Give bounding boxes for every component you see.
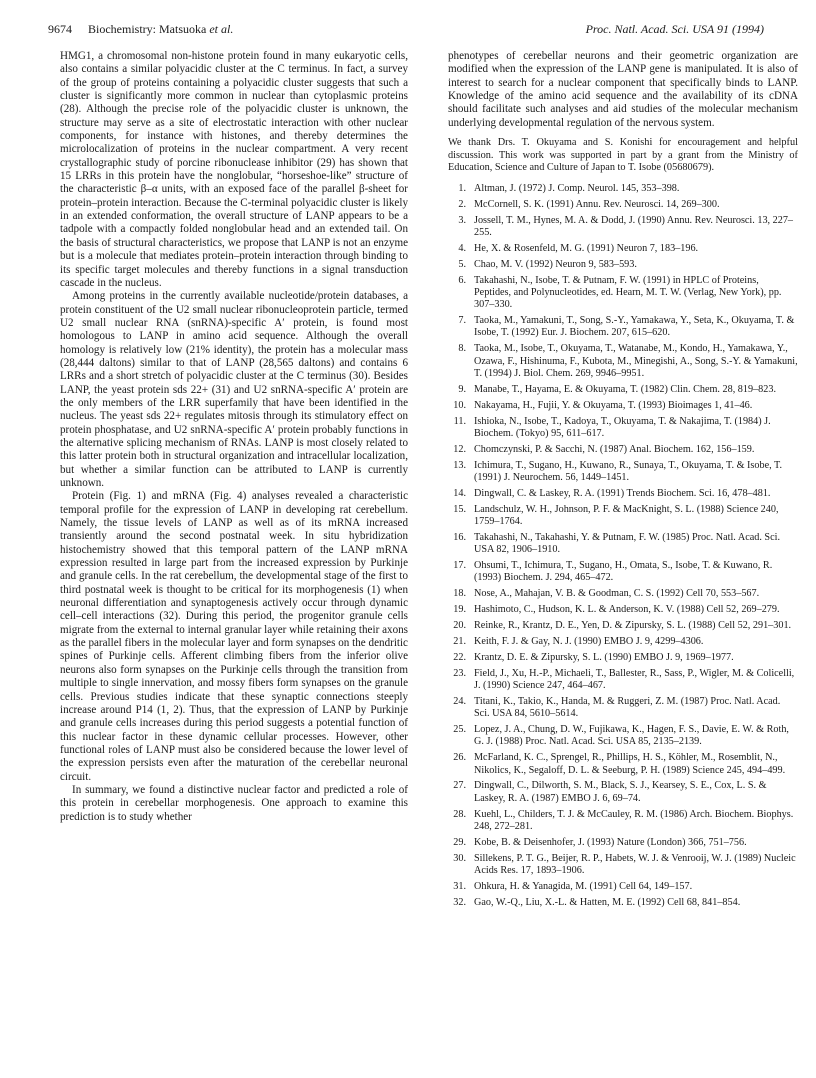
reference-text: Ishioka, N., Isobe, T., Kadoya, T., Okuyama, T. & Nakajima, T. (1984) J. Biochem. (Tokyo) 95, 611–617. (474, 415, 771, 439)
reference-item (448, 315, 798, 340)
reference-number: 21. (453, 635, 466, 647)
reference-number: 8. (458, 343, 466, 355)
reference-item (448, 881, 798, 893)
reference-text: Krantz, D. E. & Zipursky, S. L. (1990) EMBO J. 9, 1969–1977. (474, 651, 734, 663)
reference-text: Takahashi, N., Isobe, T. & Putnam, F. W. (1991) in HPLC of Proteins, Peptides, and Polynucleotides, ed. Hearn, M. T. W. (Verlag, New York), pp. 307–330. (474, 274, 782, 311)
reference-number: 13. (453, 459, 466, 471)
reference-item (448, 243, 798, 255)
reference-text: Ichimura, T., Sugano, H., Kuwano, R., Sunaya, T., Okuyama, T. & Isobe, T. (1991) J. Neurochem. 56, 1449–1451. (474, 459, 783, 483)
reference-text: Kuehl, L., Childers, T. J. & McCauley, R. M. (1986) Arch. Biochem. Biophys. 248, 272–281. (474, 808, 794, 832)
reference-number: 17. (453, 560, 466, 572)
page-number: 9674 (48, 22, 72, 36)
paragraph: HMG1, a chromosomal non-histone protein found in many eukaryotic cells, also contains a similar polyacidic cluster at the C terminus. In fact, a survey of the group of proteins containing a polyacidic cluster suggests that such a cluster is significantly more common in nuclear than cytoplasmic proteins (28). Although the precise role of the polyacidic cluster is unknown, the structure may serve as a site of electrostatic interaction with other nuclear components, for instance with histones, and thereby determines the microlocalization of proteins in the nuclear compartment. A very recent crystallographic study of porcine ribonuclease inhibitor (29) has shown that 15 LRRs in this protein have the nonglobular, “horseshoe-like” structure of the characteristic β–α units, with an exposed face of the parallel β-sheet for protein–protein interaction. Because the C-terminal polyacidic cluster is likely in an extended conformation, the overall structure of LANP appears to be a tadpole with a compactly folded nonglobular head and an extended tail. On the basis of structural characteristics, we propose that LANP is not an enzyme but is a molecule that mediates protein–protein interaction through binding to its specific target molecules and thereby functions in a signal transduction cascade in the nucleus. (60, 50, 408, 289)
reference-number: 18. (453, 588, 466, 600)
reference-text: Lopez, J. A., Chung, D. W., Fujikawa, K., Hagen, F. S., Davie, E. W. & Roth, G. J. (1988) Proc. Natl. Acad. Sci. USA 85, 2135–2139. (474, 724, 789, 748)
reference-item (448, 488, 798, 500)
reference-number: 27. (453, 780, 466, 792)
paragraph-continuation: phenotypes of cerebellar neurons and their geometric organization are modified when the expression of the LANP gene is manipulated. It is also of interest to search for a nuclear component that specifically binds to LANP. Knowledge of the amino acid sequence and the availability of its cDNA should facilitate such analyses and aid studies of the molecular mechanism underlying developmental regulation of the nervous system. (448, 50, 798, 129)
reference-number: 28. (453, 808, 466, 820)
reference-text: Altman, J. (1972) J. Comp. Neurol. 145, 353–398. (474, 182, 680, 194)
reference-text: Ohsumi, T., Ichimura, T., Sugano, H., Omata, S., Isobe, T. & Kuwano, R. (1993) Biochem. J. 294, 465–472. (474, 560, 773, 584)
reference-text: Reinke, R., Krantz, D. E., Yen, D. & Zipursky, S. L. (1988) Cell 52, 291–301. (474, 620, 792, 632)
reference-text: Dingwall, C. & Laskey, R. A. (1991) Trends Biochem. Sci. 16, 478–481. (474, 487, 771, 499)
reference-number: 29. (453, 836, 466, 848)
reference-list (448, 183, 798, 909)
reference-item (448, 897, 798, 909)
reference-item (448, 652, 798, 664)
reference-text: Nakayama, H., Fujii, Y. & Okuyama, T. (1993) Bioimages 1, 41–46. (474, 399, 753, 411)
reference-item (448, 259, 798, 271)
reference-item (448, 460, 798, 485)
reference-item (448, 696, 798, 721)
reference-number: 19. (453, 604, 466, 616)
reference-text: McCornell, S. K. (1991) Annu. Rev. Neurosci. 14, 269–300. (474, 198, 720, 210)
running-title-right: Proc. Natl. Acad. Sci. USA 91 (1994) (585, 22, 764, 36)
reference-text: Gao, W.-Q., Liu, X.-L. & Hatten, M. E. (1992) Cell 68, 841–854. (474, 896, 741, 908)
reference-text: Chomczynski, P. & Sacchi, N. (1987) Anal. Biochem. 162, 156–159. (474, 443, 755, 455)
paragraph: Among proteins in the currently available nucleotide/protein databases, a protein constituent of the U2 small nuclear ribonucleoprotein particle, termed U2 small nuclear RNA (snRNA)-specific A′ protein, is found most homologous to LANP in amino acid sequence. Although the overall homology is relatively low (21% identity), the protein has a molecular mass (28,444 daltons) similar to that of LANP (28,565 daltons) and contains 6 LRRs and a short stretch of polyacidic cluster at the C terminus (30). Besides LANP, the yeast protein sds 22+ (31) and U2 snRNA-specific A′ protein are the only members of the LRR superfamily that have been identified in the nucleus. The yeast sds 22+ regulates mitosis through its stimulatory effect on protein phosphatase, and U2 snRNA-specific A′ protein probably functions in the alternative splicing mechanism of RNAs. LANP is most closely related to this latter protein both in structural organization and intracellular localization, but whether a similar function can be attributed to LANP is currently unknown. (60, 290, 408, 489)
reference-item (448, 620, 798, 632)
reference-number: 6. (458, 274, 466, 286)
reference-item (448, 752, 798, 777)
reference-number: 25. (453, 724, 466, 736)
reference-text: He, X. & Rosenfeld, M. G. (1991) Neuron 7, 183–196. (474, 242, 699, 254)
reference-number: 26. (453, 752, 466, 764)
reference-number: 20. (453, 620, 466, 632)
reference-number: 15. (453, 503, 466, 515)
reference-text: Taoka, M., Yamakuni, T., Song, S.-Y., Yamakawa, Y., Seta, K., Okuyama, T. & Isobe, T. (1992) Eur. J. Biochem. 207, 615–620. (474, 315, 795, 339)
reference-number: 7. (458, 315, 466, 327)
reference-item (448, 275, 798, 312)
reference-item (448, 837, 798, 849)
reference-item (448, 183, 798, 195)
acknowledgment: We thank Drs. T. Okuyama and S. Konishi for encouragement and helpful discussion. This work was supported in part by a grant from the Ministry of Education, Science and Culture of Japan to T. Isobe (05680679). (448, 137, 798, 174)
reference-number: 14. (453, 487, 466, 499)
reference-number: 16. (453, 531, 466, 543)
running-title-etal: et al. (206, 22, 234, 36)
reference-text: Takahashi, N., Takahashi, Y. & Putnam, F. W. (1985) Proc. Natl. Acad. Sci. USA 82, 1906–1910. (474, 531, 780, 556)
reference-number: 5. (458, 258, 466, 270)
reference-item (448, 400, 798, 412)
reference-text: Dingwall, C., Dilworth, S. M., Black, S. J., Kearsey, S. E., Cox, L. S. & Laskey, R. A. (1987) EMBO J. 6, 69–74. (474, 780, 767, 804)
reference-number: 10. (453, 399, 466, 411)
reference-item (448, 444, 798, 456)
reference-item (448, 809, 798, 834)
left-column (60, 50, 408, 824)
reference-item (448, 724, 798, 749)
reference-item (448, 343, 798, 380)
reference-text: Sillekens, P. T. G., Beijer, R. P., Habets, W. J. & Venrooij, W. J. (1989) Nucleic Acids Res. 17, 1893–1906. (474, 852, 796, 877)
running-title-left (88, 22, 233, 37)
reference-item (448, 416, 798, 441)
reference-number: 23. (453, 667, 466, 679)
reference-number: 1. (458, 182, 466, 194)
reference-item (448, 199, 798, 211)
reference-number: 22. (453, 651, 466, 663)
reference-text: Ohkura, H. & Yanagida, M. (1991) Cell 64, 149–157. (474, 880, 693, 892)
right-column (448, 50, 798, 913)
reference-number: 3. (458, 214, 466, 226)
reference-text: Titani, K., Takio, K., Handa, M. & Ruggeri, Z. M. (1987) Proc. Natl. Acad. Sci. USA 84, 5610–5614. (474, 695, 781, 720)
reference-item (448, 532, 798, 557)
reference-text: Landschulz, W. H., Johnson, P. F. & MacKnight, S. L. (1988) Science 240, 1759–1764. (474, 503, 779, 527)
reference-item (448, 636, 798, 648)
reference-number: 11. (453, 415, 466, 427)
reference-text: Jossell, T. M., Hynes, M. A. & Dodd, J. (1990) Annu. Rev. Neurosci. 13, 227–255. (474, 214, 794, 238)
reference-text: Kobe, B. & Deisenhofer, J. (1993) Nature (London) 366, 751–756. (474, 836, 747, 848)
reference-number: 32. (453, 896, 466, 908)
reference-item (448, 588, 798, 600)
reference-number: 2. (458, 198, 466, 210)
reference-number: 24. (453, 695, 466, 707)
running-title-text: Biochemistry: Matsuoka (88, 22, 207, 36)
reference-text: Chao, M. V. (1992) Neuron 9, 583–593. (474, 258, 637, 270)
reference-item (448, 215, 798, 240)
reference-text: Keith, F. J. & Gay, N. J. (1990) EMBO J. 9, 4299–4306. (474, 635, 704, 647)
reference-text: Manabe, T., Hayama, E. & Okuyama, T. (1982) Clin. Chem. 28, 819–823. (474, 383, 776, 395)
reference-item (448, 384, 798, 396)
paragraph: Protein (Fig. 1) and mRNA (Fig. 4) analyses revealed a characteristic temporal profile for the expression of LANP in developing rat cerebellum. Namely, the tissue levels of LANP as well as of its mRNA increased transiently around the second postnatal week. In situ hybridization histochemistry showed that this temporal pattern of the LANP mRNA expression resulted in large part from the increased expression by Purkinje and granule cells. In the rat cerebellum, the developmental stage of the first to third postnatal week is thought to be critical for its morphogenesis (1) when neuronal differentiation and synaptogenesis actively occur through dynamic cell–cell interactions (32). During this period, the progenitor granule cells migrate from the external to internal granular layer while retaining their axons as the parallel fibers in the molecular layer and form synapses on the dendritic spines of Purkinje cells. Afferent climbing fibers from the inferior olive neurons also form synapses on the Purkinje cells through the transition from multiple to single innervation, and mossy fibers form synapses on the granule cells. Previous studies indicate that these synaptic connections steeply increase around P14 (1, 2). Thus, that the expression of LANP by Purkinje and granule cells increases during this period suggests a potential function of this nuclear factor in these dynamic cellular processes. However, other functional roles of LANP must also be considered because the lower level of the expression persists even after the maturation of the cerebellar neuronal circuit. (60, 490, 408, 783)
reference-number: 4. (458, 242, 466, 254)
reference-text: Taoka, M., Isobe, T., Okuyama, T., Watanabe, M., Kondo, H., Yamakawa, Y., Ozawa, F., Hishinuma, F., Kubota, M., Minegishi, A., Song, S.-Y. & Yamakuni, T. (1994) J. Biol. Chem. 269, 9946–9951. (474, 343, 798, 379)
reference-number: 12. (453, 443, 466, 455)
reference-item (448, 604, 798, 616)
paragraph: In summary, we found a distinctive nuclear factor and predicted a role of this protein in cerebellar morphogenesis. One approach to examine this prediction is to study whether (60, 783, 408, 823)
reference-number: 9. (458, 383, 466, 395)
reference-item (448, 853, 798, 878)
reference-text: Field, J., Xu, H.-P., Michaeli, T., Ballester, R., Sass, P., Wigler, M. & Colicelli, J. (1990) Science 247, 464–467. (474, 667, 795, 691)
reference-item (448, 504, 798, 529)
reference-text: McFarland, K. C., Sprengel, R., Phillips, H. S., Köhler, M., Rosemblit, N., Nikolics, K., Segaloff, D. L. & Seeburg, P. H. (1989) Science 245, 494–499. (474, 752, 786, 776)
reference-item (448, 668, 798, 693)
reference-number: 30. (453, 852, 466, 864)
page-header (48, 22, 764, 42)
reference-text: Nose, A., Mahajan, V. B. & Goodman, C. S. (1992) Cell 70, 553–567. (474, 588, 760, 600)
reference-number: 31. (453, 880, 466, 892)
reference-text: Hashimoto, C., Hudson, K. L. & Anderson, K. V. (1988) Cell 52, 269–279. (474, 604, 780, 616)
reference-item (448, 780, 798, 805)
reference-item (448, 560, 798, 585)
